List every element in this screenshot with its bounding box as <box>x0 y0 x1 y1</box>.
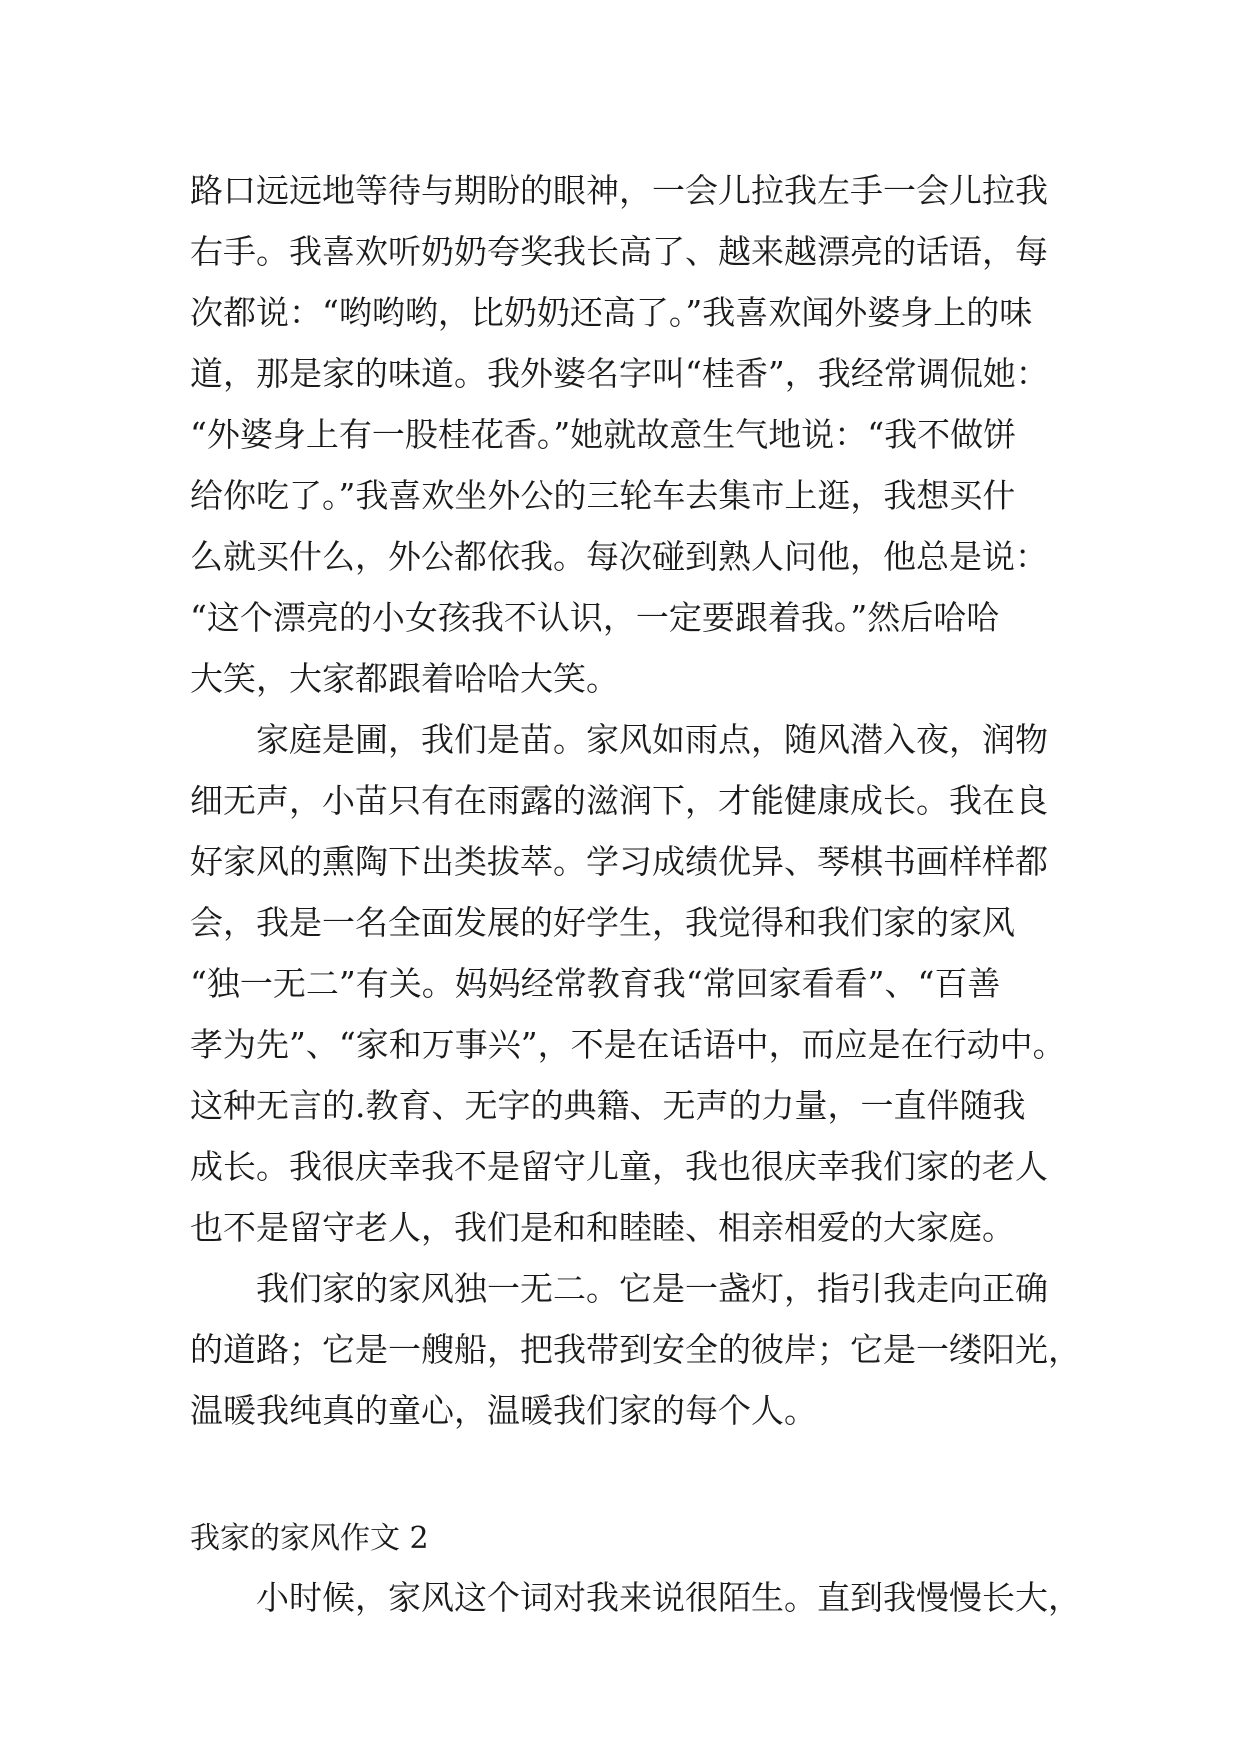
essay-heading: 我家的家风作文 2 <box>190 1521 429 1556</box>
text-line: “外婆身上有一股桂花香。”她就故意生气地说：“我不做饼 <box>190 415 1017 454</box>
essay-body <box>190 160 1081 1628</box>
text-line: 会，我是一名全面发展的好学生，我觉得和我们家的家风 <box>190 903 1015 942</box>
paragraph <box>190 160 1070 709</box>
section-spacer <box>190 1441 1070 1511</box>
text-line: 细无声，小苗只有在雨露的滋润下，才能健康成长。我在良 <box>190 781 1048 820</box>
text-line: 这种无言的.教育、无字的典籍、无声的力量，一直伴随我 <box>190 1086 1026 1125</box>
text-line: 小时候，家风这个词对我来说很陌生。直到我慢慢长大， <box>256 1578 1081 1617</box>
text-line: 我们家的家风独一无二。它是一盏灯，指引我走向正确 <box>256 1269 1048 1308</box>
text-line: “这个漂亮的小女孩我不认识，一定要跟着我。”然后哈哈 <box>190 598 1000 637</box>
text-line: 家庭是圃，我们是苗。家风如雨点，随风潜入夜，润物 <box>256 720 1048 759</box>
text-line: 好家风的熏陶下出类拔萃。学习成绩优异、琴棋书画样样都 <box>190 842 1048 881</box>
text-line: “独一无二”有关。妈妈经常教育我“常回家看看”、“百善 <box>190 964 1001 1003</box>
text-line: 给你吃了。”我喜欢坐外公的三轮车去集市上逛，我想买什 <box>190 476 1016 515</box>
text-line: 次都说：“哟哟哟，比奶奶还高了。”我喜欢闻外婆身上的味 <box>190 293 1033 332</box>
text-line: 成长。我很庆幸我不是留守儿童，我也很庆幸我们家的老人 <box>190 1147 1048 1186</box>
text-line: 道，那是家的味道。我外婆名字叫“桂香”，我经常调侃她： <box>190 354 1049 393</box>
paragraph <box>190 1567 1081 1628</box>
text-line: 的道路；它是一艘船，把我带到安全的彼岸；它是一缕阳光， <box>190 1330 1081 1369</box>
text-line: 孝为先”、“家和万事兴”，不是在话语中，而应是在行动中。 <box>190 1025 1066 1064</box>
text-line: 温暖我纯真的童心，温暖我们家的每个人。 <box>190 1391 817 1430</box>
text-line: 也不是留守老人，我们是和和睦睦、相亲相爱的大家庭。 <box>190 1208 1015 1247</box>
text-line: 路口远远地等待与期盼的眼神，一会儿拉我左手一会儿拉我 <box>190 171 1048 210</box>
text-line: 右手。我喜欢听奶奶夸奖我长高了、越来越漂亮的话语，每 <box>190 232 1048 271</box>
text-line: 大笑，大家都跟着哈哈大笑。 <box>190 659 619 698</box>
paragraph <box>190 1258 1081 1441</box>
paragraph <box>190 709 1070 1258</box>
text-line: 么就买什么，外公都依我。每次碰到熟人问他，他总是说： <box>190 537 1048 576</box>
